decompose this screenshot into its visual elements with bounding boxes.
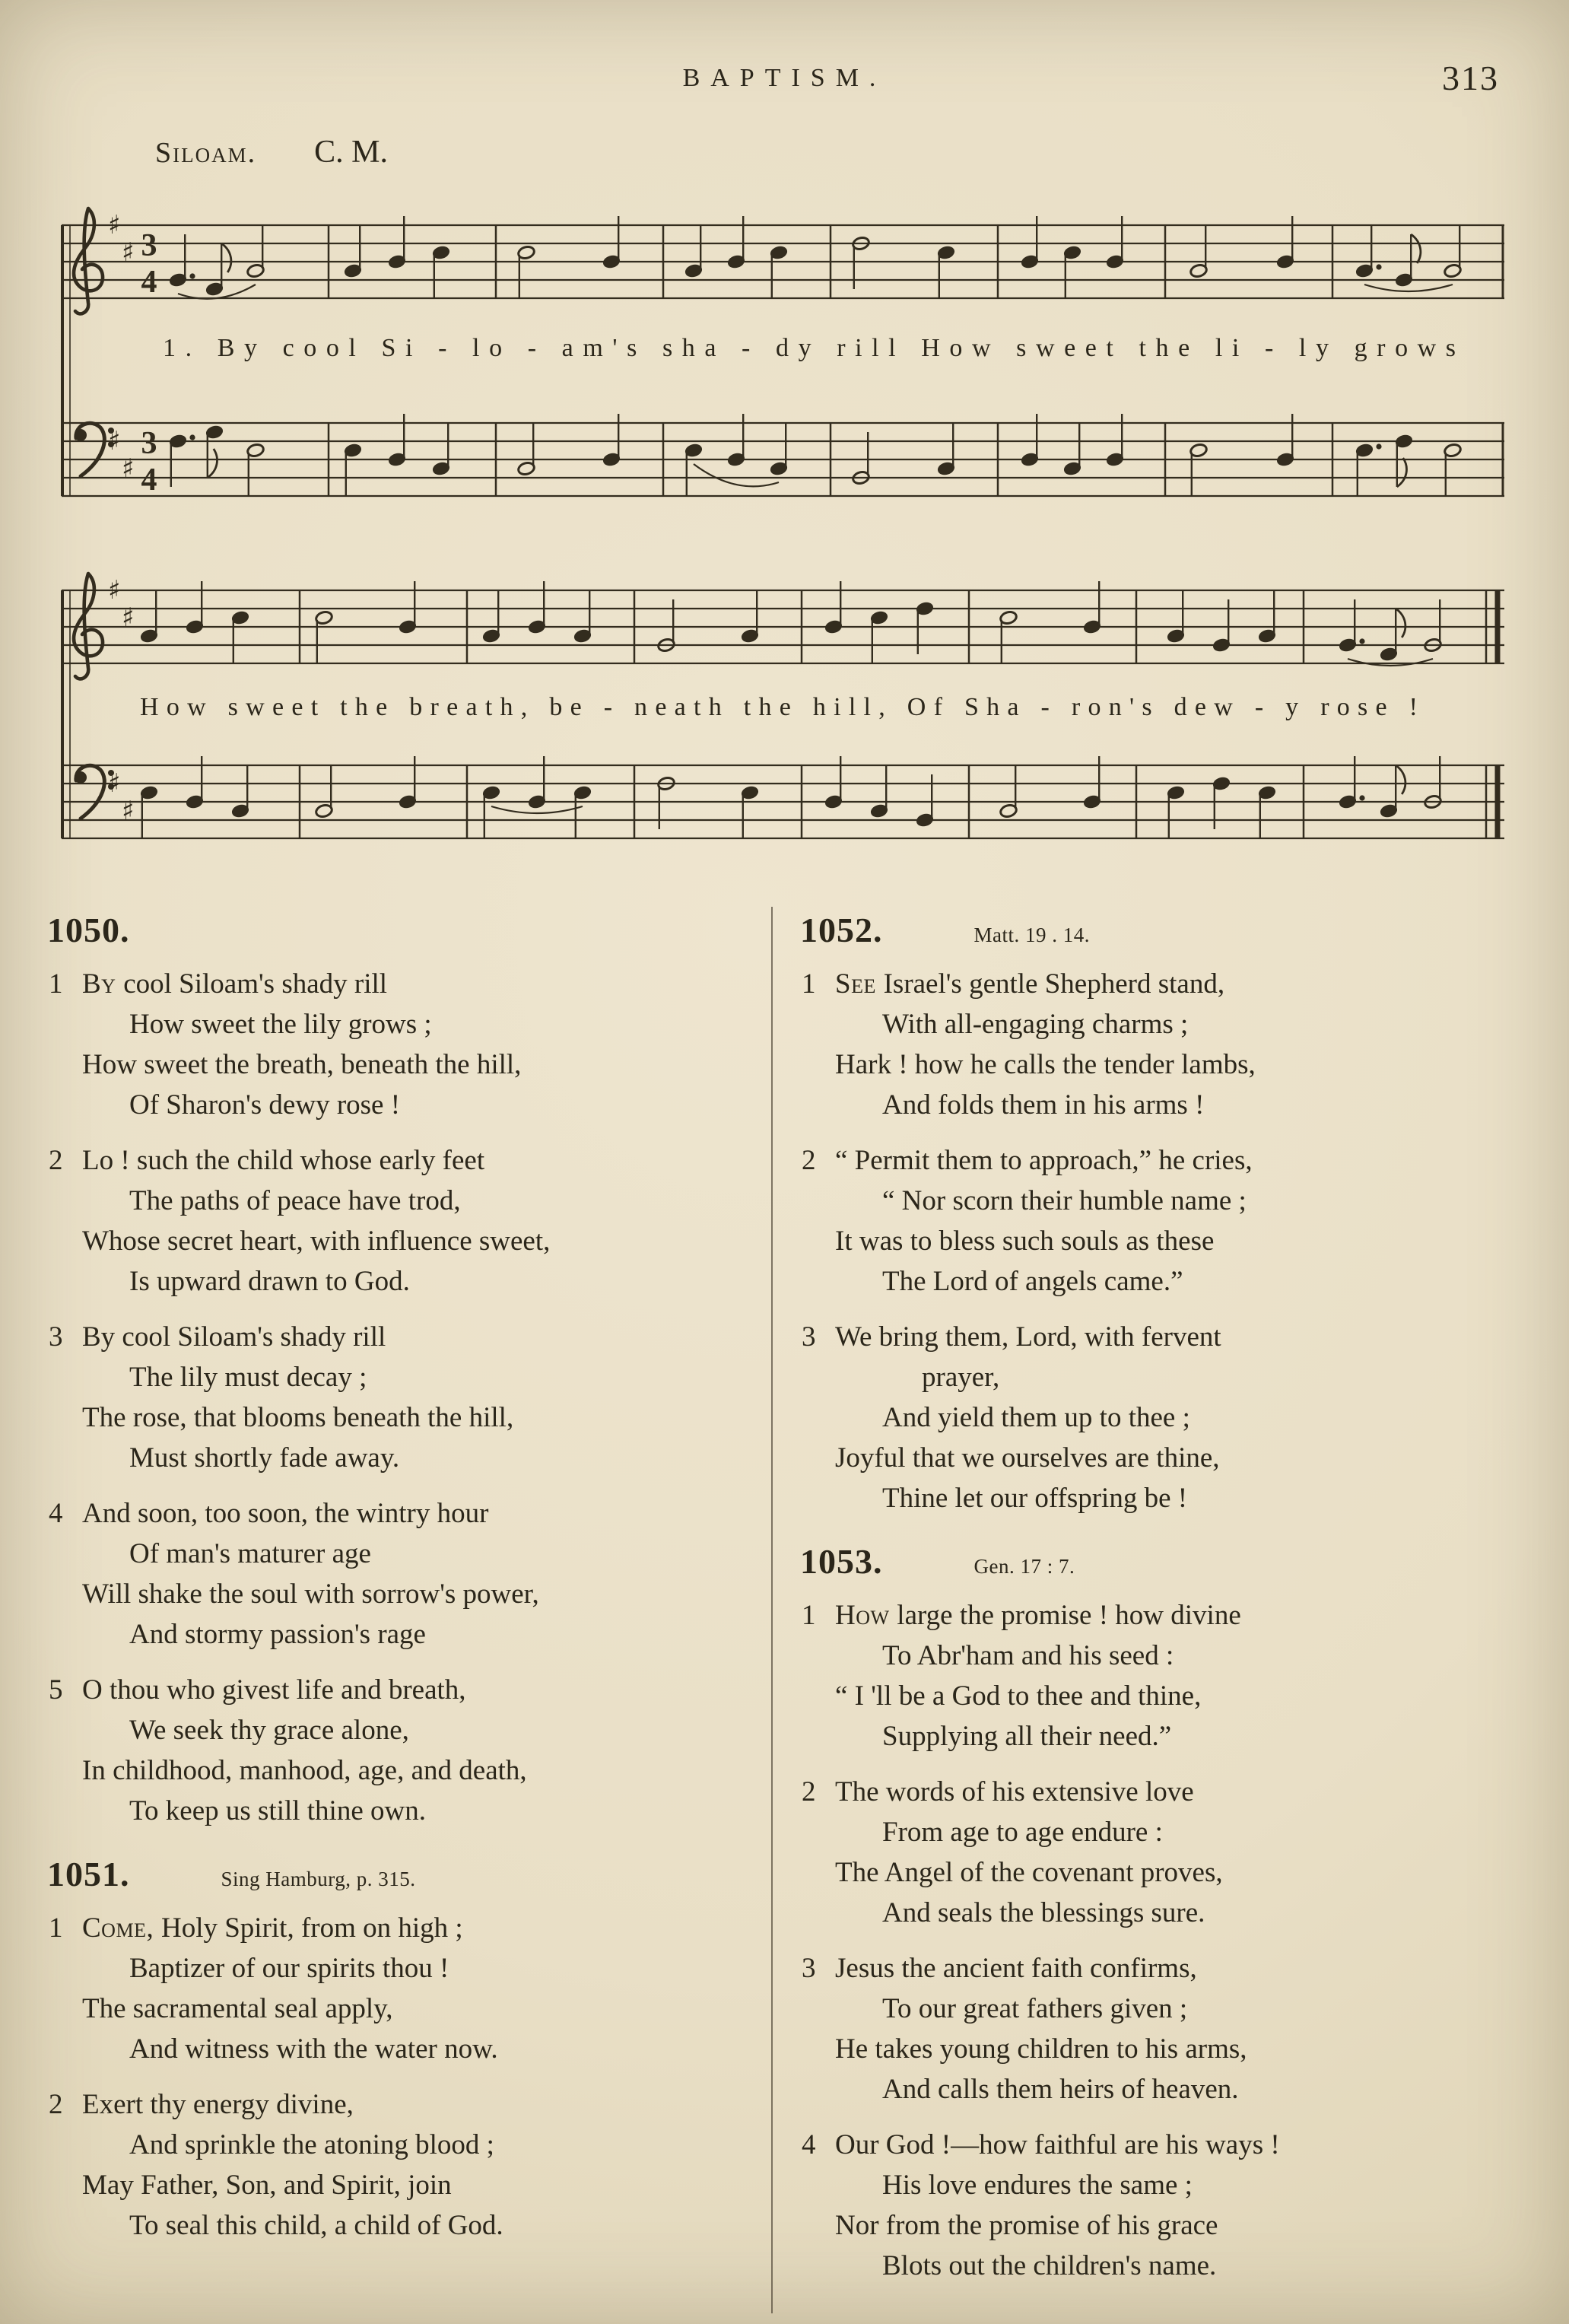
stanza — [47, 2084, 754, 2246]
column-divider-rule — [771, 907, 773, 2313]
hymn-line: How sweet the lily grows ; — [129, 1009, 432, 1040]
stanza-number: 2 — [49, 2089, 63, 2120]
stanza — [47, 1140, 754, 1302]
hymn-line: We seek thy grace alone, — [129, 1715, 409, 1746]
hymn-line: It was to bless such souls as these — [835, 1226, 1215, 1257]
tune-meter: C. M. — [314, 135, 388, 170]
lead-word: How — [835, 1600, 897, 1631]
hymn-line: And folds them in his arms ! — [882, 1089, 1205, 1121]
hymn-line: Supplying all their need.” — [882, 1721, 1172, 1752]
hymn-line: 1 Come, Holy Spirit, from on high ; — [47, 1908, 754, 1948]
hymn-line: Blots out the children's name. — [882, 2250, 1217, 2281]
hymn-number: 1053. — [800, 1542, 883, 1581]
hymn-line: 3 By cool Siloam's shady rill — [47, 1317, 754, 1357]
hymn-1051 — [47, 1854, 754, 2246]
stanza-number: 2 — [49, 1145, 63, 1176]
hymn-line: 5 O thou who givest life and breath, — [47, 1670, 754, 1710]
stanza-number: 1 — [49, 1912, 63, 1944]
hymn-line: May Father, Son, and Spirit, join — [82, 2170, 452, 2201]
hymn-line: 2 The words of his extensive love — [800, 1772, 1526, 1812]
hymn-number: 1052. — [800, 911, 883, 949]
hymn-number: 1051. — [47, 1855, 130, 1893]
hymn-heading — [800, 910, 1526, 950]
music-score-block — [49, 195, 1520, 881]
hymn-line: 3 We bring them, Lord, with fervent — [800, 1317, 1526, 1357]
hymn-scripture-ref: Sing Hamburg, p. 315. — [221, 1868, 416, 1890]
time-signature: 4 — [141, 265, 157, 300]
hymn-line: How sweet the breath, beneath the hill, — [82, 1049, 522, 1080]
stanza — [47, 1908, 754, 2069]
music-system-1 — [62, 208, 1504, 498]
hymn-line: His love endures the same ; — [882, 2170, 1193, 2201]
page-number: 313 — [1442, 59, 1499, 97]
time-signature: 3 — [141, 228, 157, 263]
hymn-line: From age to age endure : — [882, 1817, 1163, 1848]
lead-word: See — [835, 968, 884, 1000]
sharp-icon: ♯ — [108, 768, 121, 799]
stanza — [800, 1140, 1526, 1302]
hymn-line: He takes young children to his arms, — [835, 2033, 1247, 2065]
lyric-line-1: 1. By cool Si - lo - am's sha - dy rill How sweet the li - ly grows — [163, 334, 1456, 362]
tune-title-line — [155, 134, 388, 170]
stanza-number: 1 — [802, 968, 816, 1000]
hymn-line: Joyful that we ourselves are thine, — [835, 1442, 1220, 1474]
sharp-icon: ♯ — [122, 602, 135, 633]
hymn-line: Baptizer of our spirits thou ! — [129, 1953, 449, 1984]
stanza — [800, 1948, 1526, 2109]
stanza-number: 3 — [802, 1321, 816, 1353]
hymn-line: The lily must decay ; — [129, 1362, 367, 1393]
hymn-1052 — [800, 910, 1526, 1518]
hymn-line: 1 How large the promise ! how divine — [800, 1595, 1526, 1636]
stanza — [47, 1317, 754, 1478]
hymn-line: To our great fathers given ; — [882, 1993, 1188, 2024]
hymn-line: And sprinkle the atoning blood ; — [129, 2129, 494, 2160]
hymn-line: Hark ! how he calls the tender lambs, — [835, 1049, 1256, 1080]
hymn-text-columns — [47, 898, 1526, 2313]
hymn-line: 1 By cool Siloam's shady rill — [47, 964, 754, 1004]
hymn-line: With all-engaging charms ; — [882, 1009, 1189, 1040]
sharp-icon: ♯ — [122, 237, 135, 268]
hymn-number: 1050. — [47, 911, 130, 949]
stanza-number: 2 — [802, 1145, 816, 1176]
hymn-line: The Lord of angels came.” — [882, 1266, 1183, 1297]
right-column — [800, 907, 1526, 2313]
hymn-line: And seals the blessings sure. — [882, 1897, 1205, 1928]
stanza-number: 2 — [802, 1776, 816, 1807]
sharp-icon: ♯ — [108, 210, 121, 240]
hymn-line: “ I 'll be a God to thee and thine, — [835, 1680, 1202, 1712]
hymn-line: 2 Exert thy energy divine, — [47, 2084, 754, 2125]
left-column — [47, 907, 771, 2313]
stanza-number: 4 — [49, 1498, 63, 1529]
hymn-line: 2 “ Permit them to approach,” he cries, — [800, 1140, 1526, 1181]
hymn-line: The rose, that blooms beneath the hill, — [82, 1402, 514, 1433]
hymn-line: Will shake the soul with sorrow's power, — [82, 1578, 539, 1610]
sharp-icon: ♯ — [122, 796, 135, 826]
hymn-line: Of Sharon's dewy rose ! — [129, 1089, 401, 1121]
hymn-line: Of man's maturer age — [129, 1538, 371, 1569]
stanza — [800, 1772, 1526, 1933]
hymn-line: 4 Our God !—how faithful are his ways ! — [800, 2125, 1526, 2165]
stanza-number: 3 — [802, 1953, 816, 1984]
tune-name: Siloam. — [155, 137, 257, 169]
stanza-number: 1 — [802, 1600, 816, 1631]
hymn-line: 2 Lo ! such the child whose early feet — [47, 1140, 754, 1181]
hymn-heading — [47, 1854, 754, 1894]
sharp-icon: ♯ — [108, 575, 121, 606]
hymn-line: And yield them up to thee ; — [882, 1402, 1190, 1433]
sharp-icon: ♯ — [108, 426, 121, 456]
hymn-heading — [47, 910, 754, 950]
stanza-number: 5 — [49, 1674, 63, 1706]
lead-word: Come, — [82, 1912, 161, 1944]
hymn-scripture-ref: Gen. 17 : 7. — [973, 1555, 1075, 1578]
hymn-line: The sacramental seal apply, — [82, 1993, 393, 2024]
hymn-line: Thine let our offspring be ! — [882, 1483, 1188, 1514]
music-notation — [49, 195, 1517, 881]
page-header-title: BAPTISM. — [682, 64, 887, 92]
stanza-number: 4 — [802, 2129, 816, 2160]
stanza-number: 1 — [49, 968, 63, 1000]
hymn-scripture-ref: Matt. 19 . 14. — [973, 924, 1090, 946]
hymn-line: And stormy passion's rage — [129, 1619, 426, 1650]
hymn-line: To Abr'ham and his seed : — [882, 1640, 1174, 1671]
hymn-line: In childhood, manhood, age, and death, — [82, 1755, 527, 1786]
hymn-1053 — [800, 1541, 1526, 2286]
time-signature: 3 — [141, 426, 157, 461]
hymn-line: Whose secret heart, with influence sweet, — [82, 1226, 551, 1257]
hymn-line: Must shortly fade away. — [129, 1442, 400, 1474]
sharp-icon: ♯ — [122, 453, 135, 484]
lyric-line-2: How sweet the breath, be - neath the hill, Of Sha - ron's dew - y rose ! — [140, 693, 1418, 721]
running-head — [0, 59, 1569, 97]
hymn-line: prayer, — [922, 1362, 1000, 1393]
hymn-line: 1 See Israel's gentle Shepherd stand, — [800, 964, 1526, 1004]
hymn-line: “ Nor scorn their humble name ; — [882, 1185, 1247, 1216]
hymn-line: 3 Jesus the ancient faith confirms, — [800, 1948, 1526, 1989]
time-signature: 4 — [141, 463, 157, 498]
hymn-line: The Angel of the covenant proves, — [835, 1857, 1223, 1888]
stanza — [800, 2125, 1526, 2286]
hymn-line: 4 And soon, too soon, the wintry hour — [47, 1493, 754, 1534]
stanza — [47, 1493, 754, 1655]
hymn-line: To keep us still thine own. — [129, 1795, 426, 1826]
hymn-line: Nor from the promise of his grace — [835, 2210, 1218, 2241]
hymn-line: And witness with the water now. — [129, 2033, 498, 2065]
hymn-1050 — [47, 910, 754, 1831]
stanza-number: 3 — [49, 1321, 63, 1353]
hymn-heading — [800, 1541, 1526, 1582]
stanza — [47, 964, 754, 1125]
lead-word: By — [82, 968, 124, 1000]
hymn-line: The paths of peace have trod, — [129, 1185, 461, 1216]
stanza — [800, 964, 1526, 1125]
music-system-2 — [62, 574, 1504, 838]
hymn-line: To seal this child, a child of God. — [129, 2210, 503, 2241]
stanza — [800, 1595, 1526, 1757]
hymn-line: And calls them heirs of heaven. — [882, 2074, 1239, 2105]
hymn-line: Is upward drawn to God. — [129, 1266, 410, 1297]
stanza — [47, 1670, 754, 1831]
stanza — [800, 1317, 1526, 1518]
